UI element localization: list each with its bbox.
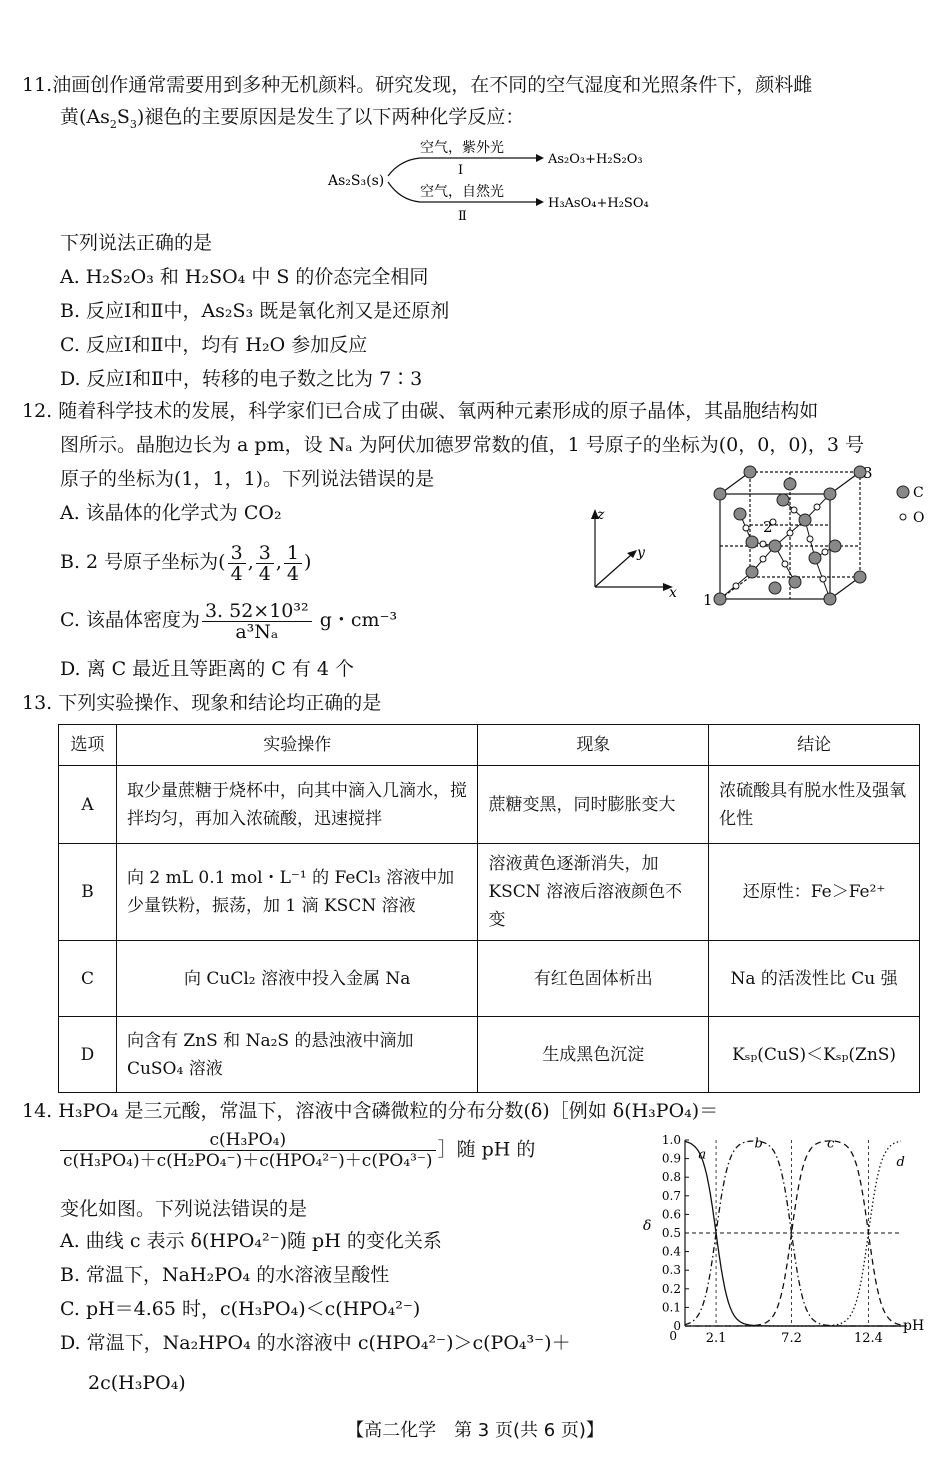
scheme-reactant: As₂S₃(s) <box>328 173 385 189</box>
table-header-cell: 实验操作 <box>116 725 478 766</box>
q14-option-b: B. 常温下，NaH₂PO₄ 的水溶液呈酸性 <box>60 1264 390 1286</box>
fraction <box>228 543 246 584</box>
table-row <box>59 844 920 941</box>
row-phenomenon: 蔗糖变黑，同时膨胀变大 <box>478 766 709 844</box>
row-operation: 向 2 mL 0.1 mol・L⁻¹ 的 FeCl₃ 溶液中加少量铁粉，振荡，加 1 滴 KSCN 溶液 <box>116 844 478 941</box>
fraction-den: 4 <box>258 562 271 585</box>
atom-1-label: 1 <box>703 591 713 609</box>
atom-3-label: 3 <box>863 464 873 482</box>
q14-line2-post: ］随 pH 的 <box>437 1138 536 1161</box>
row-phenomenon: 溶液黄色逐渐消失，加 KSCN 溶液后溶液颜色不变 <box>478 844 709 941</box>
q11-stem-line1: 油画创作通常需要用到多种无机颜料。研究发现，在不同的空气湿度和光照条件下，颜料雌 <box>52 74 813 96</box>
row-conclusion: Kₛₚ(CuS)＜Kₛₚ(ZnS) <box>709 1017 920 1093</box>
scheme-product2: H₃AsO₄+H₂SO₄ <box>548 196 649 211</box>
legend-oxygen-icon <box>900 514 906 520</box>
distribution-chart <box>635 1128 935 1350</box>
q12-line2: 图所示。晶胞边长为 a pm，设 Nₐ 为阿伏加德罗常数的值，1 号原子的坐标为(0，0，0)，3 号 <box>60 434 864 456</box>
y-tick-label: 0.2 <box>661 1281 681 1296</box>
scheme-label1: Ⅰ <box>458 163 464 178</box>
table-header-row <box>59 725 920 766</box>
y-tick-label: 0.1 <box>661 1300 681 1315</box>
row-operation: 取少量蔗糖于烧杯中，向其中滴入几滴水，搅拌均匀，再加入浓硫酸，迅速搅拌 <box>116 766 478 844</box>
y-tick-label: 0.7 <box>661 1188 681 1203</box>
fraction-num: 3 <box>228 543 246 564</box>
table-header-cell: 选项 <box>59 725 117 766</box>
density-fraction <box>202 601 312 642</box>
q11-stem-part: 黄(As <box>60 106 110 128</box>
q11-number: 11. <box>22 74 53 96</box>
reaction-scheme <box>320 138 660 224</box>
q11-line2: 黄$(As_2S_3)$褪色的主要原因是发生了以下两种化学反应： <box>60 106 525 131</box>
fraction-den: 4 <box>230 562 243 585</box>
row-operation: 向 CuCl₂ 溶液中投入金属 Na <box>116 941 478 1017</box>
chart-ticks <box>662 1133 883 1346</box>
legend-carbon-label: C <box>913 485 924 501</box>
q11-option-b: B. 反应Ⅰ和Ⅱ中，As₂S₃ 既是氧化剂又是还原剂 <box>60 300 450 322</box>
q14-option-d-line1: D. 常温下，Na₂HPO₄ 的水溶液中 c(HPO₄²⁻)＞c(PO₄³⁻)＋ <box>60 1332 571 1354</box>
q14-option-d-line2: 2c(H₃PO₄) <box>88 1372 186 1394</box>
fraction-num: 1 <box>284 543 302 564</box>
row-option: A <box>59 766 117 844</box>
y-tick-label: 0 <box>673 1319 681 1333</box>
q11-option-d: D. 反应Ⅰ和Ⅱ中，转移的电子数之比为 7∶3 <box>60 368 423 390</box>
q14-option-c: C. pH＝4.65 时，c(H₃PO₄)＜c(HPO₄²⁻) <box>60 1298 421 1320</box>
q12-line3: 原子的坐标为(1，1，1)。下列说法错误的是 <box>60 468 435 490</box>
y-tick-label: 0.6 <box>661 1207 681 1222</box>
q11-option-a: A. H₂S₂O₃ 和 H₂SO₄ 中 S 的价态完全相同 <box>60 266 429 288</box>
y-tick-label: 0.5 <box>661 1226 681 1240</box>
scheme-label2: Ⅱ <box>458 209 467 224</box>
fraction-den: 4 <box>286 562 299 585</box>
table-header-cell: 现象 <box>478 725 709 766</box>
fraction-num: 3 <box>256 543 274 564</box>
series-c-label: c <box>827 1136 835 1152</box>
x-axis-label: pH <box>903 1318 925 1334</box>
q12-option-c-text: C. 该晶体密度为 <box>60 609 200 631</box>
fraction-den: c(H₃PO₄)＋c(H₂PO₄⁻)＋c(HPO₄²⁻)＋c(PO₄³⁻) <box>63 1151 433 1171</box>
y-tick-label: 0.3 <box>661 1263 681 1278</box>
y-tick-label: 0.8 <box>661 1170 681 1185</box>
y-tick-label: 1.0 <box>661 1133 681 1147</box>
axis-z-label: z <box>597 507 605 523</box>
y-tick-label: 0.9 <box>661 1151 681 1166</box>
row-conclusion: Na 的活泼性比 Cu 强 <box>709 941 920 1017</box>
atom-2-label: 2 <box>763 518 773 536</box>
row-option: C <box>59 941 117 1017</box>
fraction-den: a³Nₐ <box>235 620 279 643</box>
q12-option-b: B. 2 号原子坐标为( $\frac{3}{4}$ , $\frac{3}{4}$ , $\frac{1}{4}$ ) <box>60 541 312 585</box>
row-conclusion: 还原性：Fe＞Fe²⁺ <box>709 844 920 941</box>
q11-prompt: 下列说法正确的是 <box>60 232 213 254</box>
row-operation: 向含有 ZnS 和 Na₂S 的悬浊液中滴加 CuSO₄ 溶液 <box>116 1017 478 1093</box>
q14-line3: 变化如图。下列说法错误的是 <box>60 1198 308 1220</box>
y-axis-label: δ <box>643 1218 652 1234</box>
scheme-cond1: 空气，紫外光 <box>420 140 504 156</box>
q12-line1: 12. 随着科学技术的发展，科学家们已合成了由碳、氧两种元素形成的原子晶体，其晶胞结构如 <box>22 400 819 422</box>
table-row <box>59 941 920 1017</box>
experiment-table <box>58 724 920 1093</box>
q11-option-c: C. 反应Ⅰ和Ⅱ中，均有 H₂O 参加反应 <box>60 334 368 356</box>
x-tick-label: 2.1 <box>705 1331 727 1346</box>
x-tick-label: 12.4 <box>853 1331 883 1346</box>
legend-oxygen-label: O <box>913 510 925 526</box>
q14-fraction-line <box>58 1130 535 1171</box>
row-phenomenon: 有红色固体析出 <box>478 941 709 1017</box>
y-tick-label: 0.4 <box>661 1244 681 1259</box>
q13-stem: 13. 下列实验操作、现象和结论均正确的是 <box>22 692 382 714</box>
q11-line1 <box>22 72 812 98</box>
row-option: D <box>59 1017 117 1093</box>
series-d-label: d <box>896 1155 905 1171</box>
row-conclusion: 浓硫酸具有脱水性及强氧化性 <box>709 766 920 844</box>
fraction <box>256 543 274 584</box>
q11-stem-part: S <box>116 106 130 128</box>
fraction-num: c(H₃PO₄) <box>60 1130 436 1151</box>
origin-label: 0 <box>669 1329 677 1343</box>
q12-option-c <box>60 600 397 642</box>
crystal-cell-figure <box>695 462 945 612</box>
q14-line1: 14. H₃PO₄ 是三元酸，常温下，溶液中含磷微粒的分布分数(δ)［例如 δ(H₃PO₄)＝ <box>22 1100 719 1122</box>
axis-x-label: x <box>669 585 677 600</box>
table-row <box>59 766 920 844</box>
q12-option-d: D. 离 C 最近且等距离的 C 有 4 个 <box>60 658 355 680</box>
axis-y-label: y <box>637 545 645 561</box>
q12-option-c-unit: g・cm⁻³ <box>319 609 398 631</box>
q12-option-b-text: B. 2 号原子坐标为( <box>60 551 226 573</box>
q12-option-b-close: ) <box>303 551 312 573</box>
chart-axes <box>685 1140 907 1326</box>
legend-carbon-icon <box>897 486 909 498</box>
scheme-product1: As₂O₃+H₂S₂O₃ <box>548 152 643 167</box>
axes-figure <box>585 505 685 600</box>
q12-option-a: A. 该晶体的化学式为 CO₂ <box>60 502 282 524</box>
scheme-cond2: 空气，自然光 <box>420 184 504 200</box>
chart-series <box>685 1136 905 1326</box>
series-b-label: b <box>754 1136 763 1152</box>
delta-fraction <box>60 1130 436 1171</box>
series-a-label: a <box>698 1147 707 1163</box>
q14-option-a: A. 曲线 c 表示 δ(HPO₄²⁻)随 pH 的变化关系 <box>60 1230 442 1252</box>
table-row <box>59 1017 920 1093</box>
fraction <box>284 543 302 584</box>
row-option: B <box>59 844 117 941</box>
row-phenomenon: 生成黑色沉淀 <box>478 1017 709 1093</box>
q11-stem-part: )褪色的主要原因是发生了以下两种化学反应： <box>136 106 525 128</box>
x-tick-label: 7.2 <box>781 1331 802 1346</box>
table-header-cell: 结论 <box>709 725 920 766</box>
fraction-num: 3. 52×10³² <box>202 601 312 622</box>
page-footer: 【高二化学 第 3 页(共 6 页)】 <box>346 1420 604 1441</box>
